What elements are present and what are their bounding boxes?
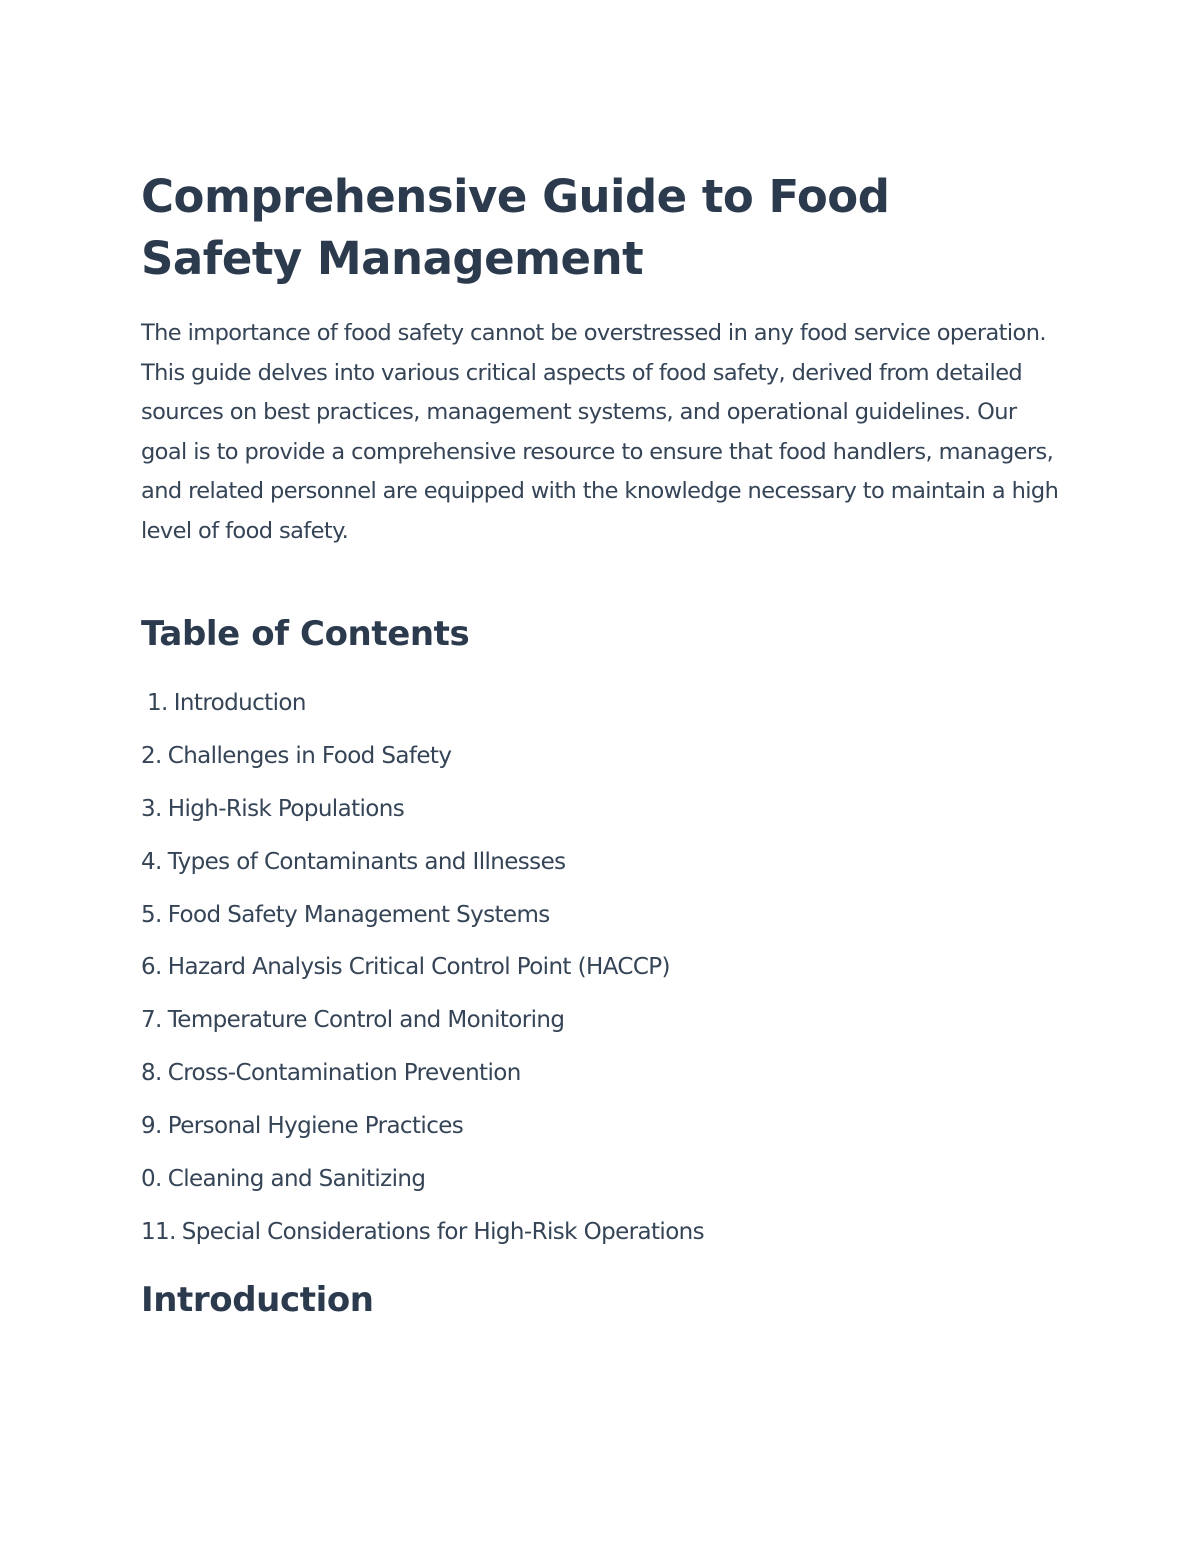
- toc-item-label: Types of Contaminants and Illnesses: [167, 848, 566, 875]
- toc-item-label: Food Safety Management Systems: [167, 901, 550, 928]
- toc-item-management-systems[interactable]: [141, 895, 704, 948]
- toc-item-label: High-Risk Populations: [167, 795, 405, 822]
- toc-item-personal-hygiene[interactable]: [141, 1106, 704, 1159]
- toc-item-haccp[interactable]: [141, 947, 704, 1000]
- toc-heading: Table of Contents: [141, 614, 470, 654]
- document-title: Comprehensive Guide to Food Safety Management: [141, 170, 890, 285]
- toc-item-label: Cross-Contamination Prevention: [167, 1060, 521, 1087]
- toc-item-cleaning-sanitizing[interactable]: [141, 1159, 704, 1212]
- toc-item-contaminants[interactable]: [141, 842, 704, 895]
- toc-item-number: 7.: [141, 1007, 162, 1034]
- toc-item-challenges[interactable]: [141, 736, 704, 789]
- toc-item-number: 6.: [141, 954, 162, 981]
- document-content: [141, 166, 1061, 1320]
- toc-item-number: 2.: [141, 742, 162, 769]
- toc-item-number: 8.: [141, 1060, 162, 1087]
- table-of-contents: [141, 683, 704, 1265]
- toc-item-number: 4.: [141, 848, 162, 875]
- toc-item-high-risk-populations[interactable]: [141, 789, 704, 842]
- toc-item-label: Hazard Analysis Critical Control Point (HACCP): [167, 954, 670, 981]
- toc-item-label: Temperature Control and Monitoring: [167, 1007, 565, 1034]
- toc-item-label: Personal Hygiene Practices: [167, 1113, 464, 1140]
- toc-item-cross-contamination[interactable]: [141, 1053, 704, 1106]
- toc-item-label: Cleaning and Sanitizing: [167, 1166, 426, 1193]
- toc-item-label: Challenges in Food Safety: [167, 742, 452, 769]
- toc-item-introduction[interactable]: [141, 683, 704, 736]
- toc-item-number: 1.: [147, 690, 168, 716]
- toc-item-number: 0.: [141, 1166, 162, 1193]
- intro-paragraph: The importance of food safety cannot be overstressed in any food service operation. This guide delves into various critical aspects of food safety, derived from detailed sources on best practices, management systems, and operational guidelines. Our goal is to provide a comprehensive resource to ensure that food handlers, managers, and related personnel are equipped with the knowledge necessary to maintain a high level of food safety.: [141, 320, 1059, 544]
- section-heading-introduction: Introduction: [141, 1280, 374, 1320]
- toc-item-label: Introduction: [173, 690, 306, 716]
- toc-item-label: Special Considerations for High-Risk Operations: [181, 1218, 705, 1245]
- toc-item-number: 3.: [141, 795, 162, 822]
- toc-item-special-considerations[interactable]: [141, 1212, 704, 1265]
- toc-item-number: 11.: [141, 1218, 176, 1245]
- toc-item-number: 5.: [141, 901, 162, 928]
- toc-item-temperature-control[interactable]: [141, 1000, 704, 1053]
- toc-item-number: 9.: [141, 1113, 162, 1140]
